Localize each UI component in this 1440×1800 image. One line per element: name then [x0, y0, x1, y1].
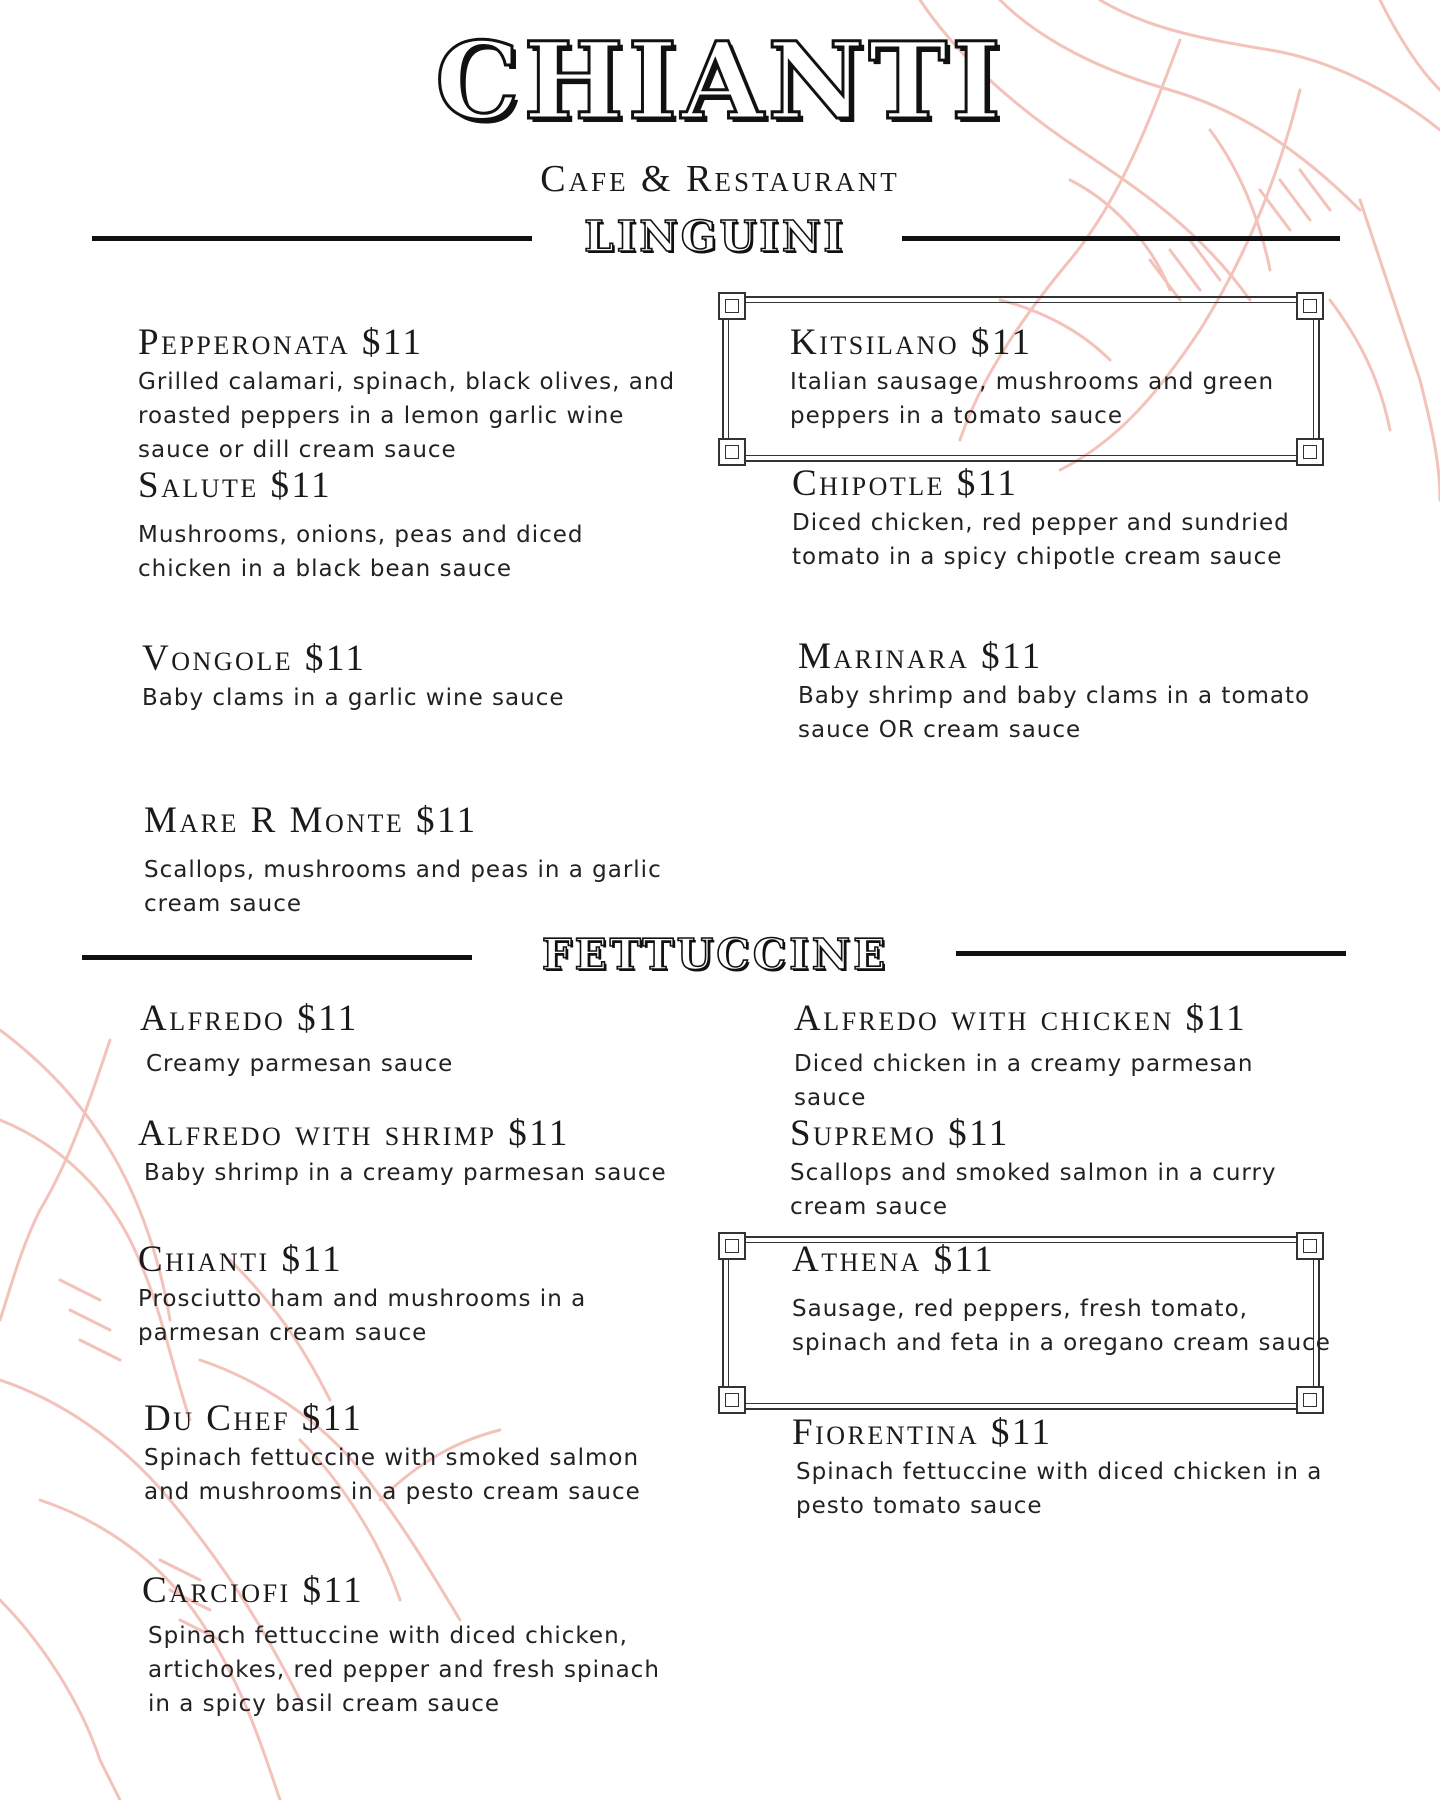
menu-item-name: Fiorentina $11: [792, 1412, 1053, 1453]
menu-item-description: Baby shrimp in a creamy parmesan sauce: [144, 1160, 667, 1186]
menu-item-description: Sausage, red peppers, fresh tomato, spinach and feta in a oregano cream sauce: [792, 1296, 1331, 1356]
menu-item-description: Creamy parmesan sauce: [146, 1051, 454, 1077]
menu-item-name: Pepperonata $11: [138, 322, 424, 363]
section-divider-left: [92, 236, 532, 241]
menu-item-name: Kitsilano $11: [790, 322, 1033, 363]
menu-item-name: Alfredo $11: [140, 998, 359, 1039]
menu-item-description: Diced chicken in a creamy parmesan sauce: [794, 1051, 1254, 1111]
menu-item-description: Baby clams in a garlic wine sauce: [142, 685, 565, 711]
menu-item: [790, 324, 1330, 433]
menu-item-description: Scallops and smoked salmon in a curry cream sauce: [790, 1160, 1277, 1220]
menu-item-name: Mare R Monte $11: [144, 800, 478, 841]
menu-item: [138, 324, 678, 467]
menu-item: [138, 467, 678, 586]
menu-item-name: Alfredo with shrimp $11: [138, 1113, 570, 1154]
menu-item-description: Baby shrimp and baby clams in a tomato sauce OR cream sauce: [798, 683, 1311, 743]
menu-item-description: Italian sausage, mushrooms and green peppers in a tomato sauce: [790, 369, 1275, 429]
menu-item-description: Diced chicken, red pepper and sundried tomato in a spicy chipotle cream sauce: [792, 510, 1290, 570]
menu-item-description: Prosciutto ham and mushrooms in a parmesan cream sauce: [138, 1286, 587, 1346]
menu-item-description: Spinach fettuccine with diced chicken, artichokes, red pepper and fresh spinach in a spicy basil cream sauce: [148, 1623, 660, 1717]
menu-item: [138, 1241, 678, 1350]
menu-item: [790, 1115, 1330, 1224]
menu-item-name: Supremo $11: [790, 1113, 1010, 1154]
menu-item-description: Scallops, mushrooms and peas in a garlic cream sauce: [144, 857, 662, 917]
menu-item-name: Chianti $11: [138, 1239, 344, 1280]
section-title-linguini: LINGUINI: [584, 212, 846, 261]
menu-item-description: Spinach fettuccine with smoked salmon and mushrooms in a pesto cream sauce: [144, 1445, 641, 1505]
menu-item: [140, 1000, 680, 1081]
menu-item: [144, 802, 684, 921]
restaurant-subtitle: Cafe & Restaurant: [540, 158, 900, 200]
menu-item-name: Chipotle $11: [792, 463, 1019, 504]
menu-item: [144, 1400, 684, 1509]
menu-item: [142, 1572, 682, 1721]
section-divider-left: [82, 955, 472, 960]
section-divider-right: [902, 236, 1340, 241]
menu-item-description: Spinach fettuccine with diced chicken in a pesto tomato sauce: [796, 1459, 1323, 1519]
menu-item-name: Salute $11: [138, 465, 333, 506]
menu-item: [792, 465, 1332, 574]
menu-item-description: Grilled calamari, spinach, black olives, and roasted peppers in a lemon garlic wine sauce or dill cream sauce: [138, 369, 676, 463]
menu-item-description: Mushrooms, onions, peas and diced chicken in a black bean sauce: [138, 522, 584, 582]
section-divider-right: [956, 951, 1346, 956]
menu-item: [138, 1115, 678, 1190]
menu-item: [792, 1414, 1332, 1523]
menu-item-name: Athena $11: [792, 1239, 996, 1280]
menu-item: [142, 640, 682, 715]
menu-item: [792, 1241, 1332, 1360]
menu-item-name: Alfredo with chicken $11: [794, 998, 1248, 1039]
menu-item-name: Marinara $11: [798, 636, 1043, 677]
section-title-fettuccine: FETTUCCINE: [541, 930, 889, 979]
menu-item-name: Du Chef $11: [144, 1398, 364, 1439]
menu-item: [794, 1000, 1334, 1115]
menu-item: [798, 638, 1338, 747]
menu-item-name: Carciofi $11: [142, 1570, 365, 1611]
restaurant-name: CHIANTI: [435, 18, 1005, 143]
menu-item-name: Vongole $11: [142, 638, 367, 679]
